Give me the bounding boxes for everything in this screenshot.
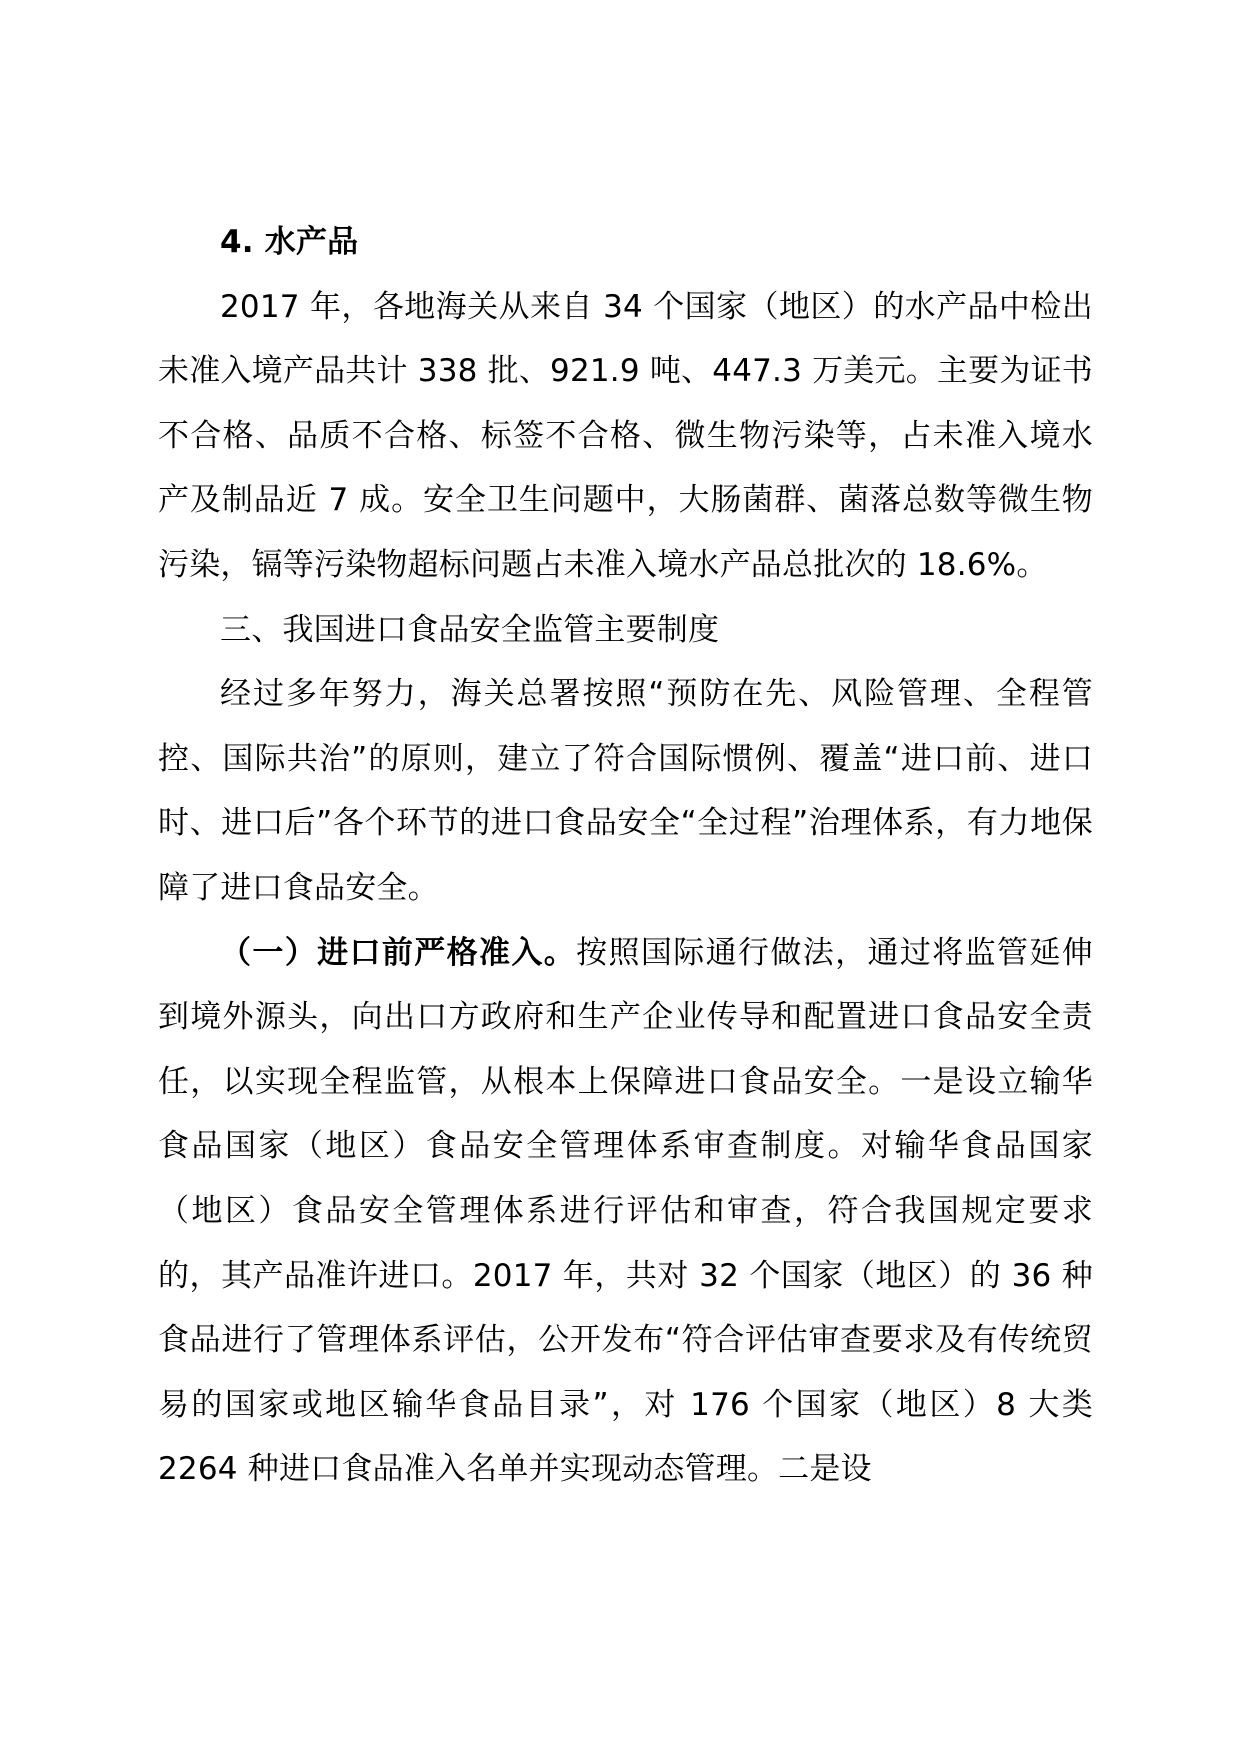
paragraph-aquatic-products: 2017 年，各地海关从来自 34 个国家（地区）的水产品中检出未准入境产品共计 338 批、921.9 吨、447.3 万美元。主要为证书不合格、品质不合格、标签不合格、微生物污染等，占未准入境水产及制品近 7 成。安全卫生问题中，大肠菌群、菌落总数等微生物污染，镉等污染物超标问题占未准入境水产品总批次的 18.6%。	[158, 288, 1093, 583]
document-body	[158, 210, 1093, 1502]
paragraph-pre-import-access	[158, 921, 1093, 1502]
paragraph-intro-governance-system: 经过多年努力，海关总署按照“预防在先、风险管理、全程管控、国际共治”的原则，建立了符合国际惯例、覆盖“进口前、进口时、进口后”各个环节的进口食品安全“全过程”治理体系，有力地保障了进口食品安全。	[158, 676, 1093, 906]
section-heading-import-food-safety-system: 三、我国进口食品安全监管主要制度	[220, 611, 720, 648]
section-heading-aquatic-products: 4. 水产品	[220, 224, 359, 260]
subsection-lead-pre-import: （一）进口前严格准入。	[220, 934, 577, 971]
subsection-body-pre-import: 按照国际通行做法，通过将监管延伸到境外源头，向出口方政府和生产企业传导和配置进口食品安全责任，以实现全程监管，从根本上保障进口食品安全。一是设立输华食品国家（地区）食品安全管理体系审查制度。对输华食品国家（地区）食品安全管理体系进行评估和审查，符合我国规定要求的，其产品准许进口。2017 年，共对 32 个国家（地区）的 36 种食品进行了管理体系评估，公开发布“符合评估审查要求及有传统贸易的国家或地区输华食品目录”，对 176 个国家（地区）8 大类 2264 种进口食品准入名单并实现动态管理。二是设	[158, 934, 1094, 1488]
